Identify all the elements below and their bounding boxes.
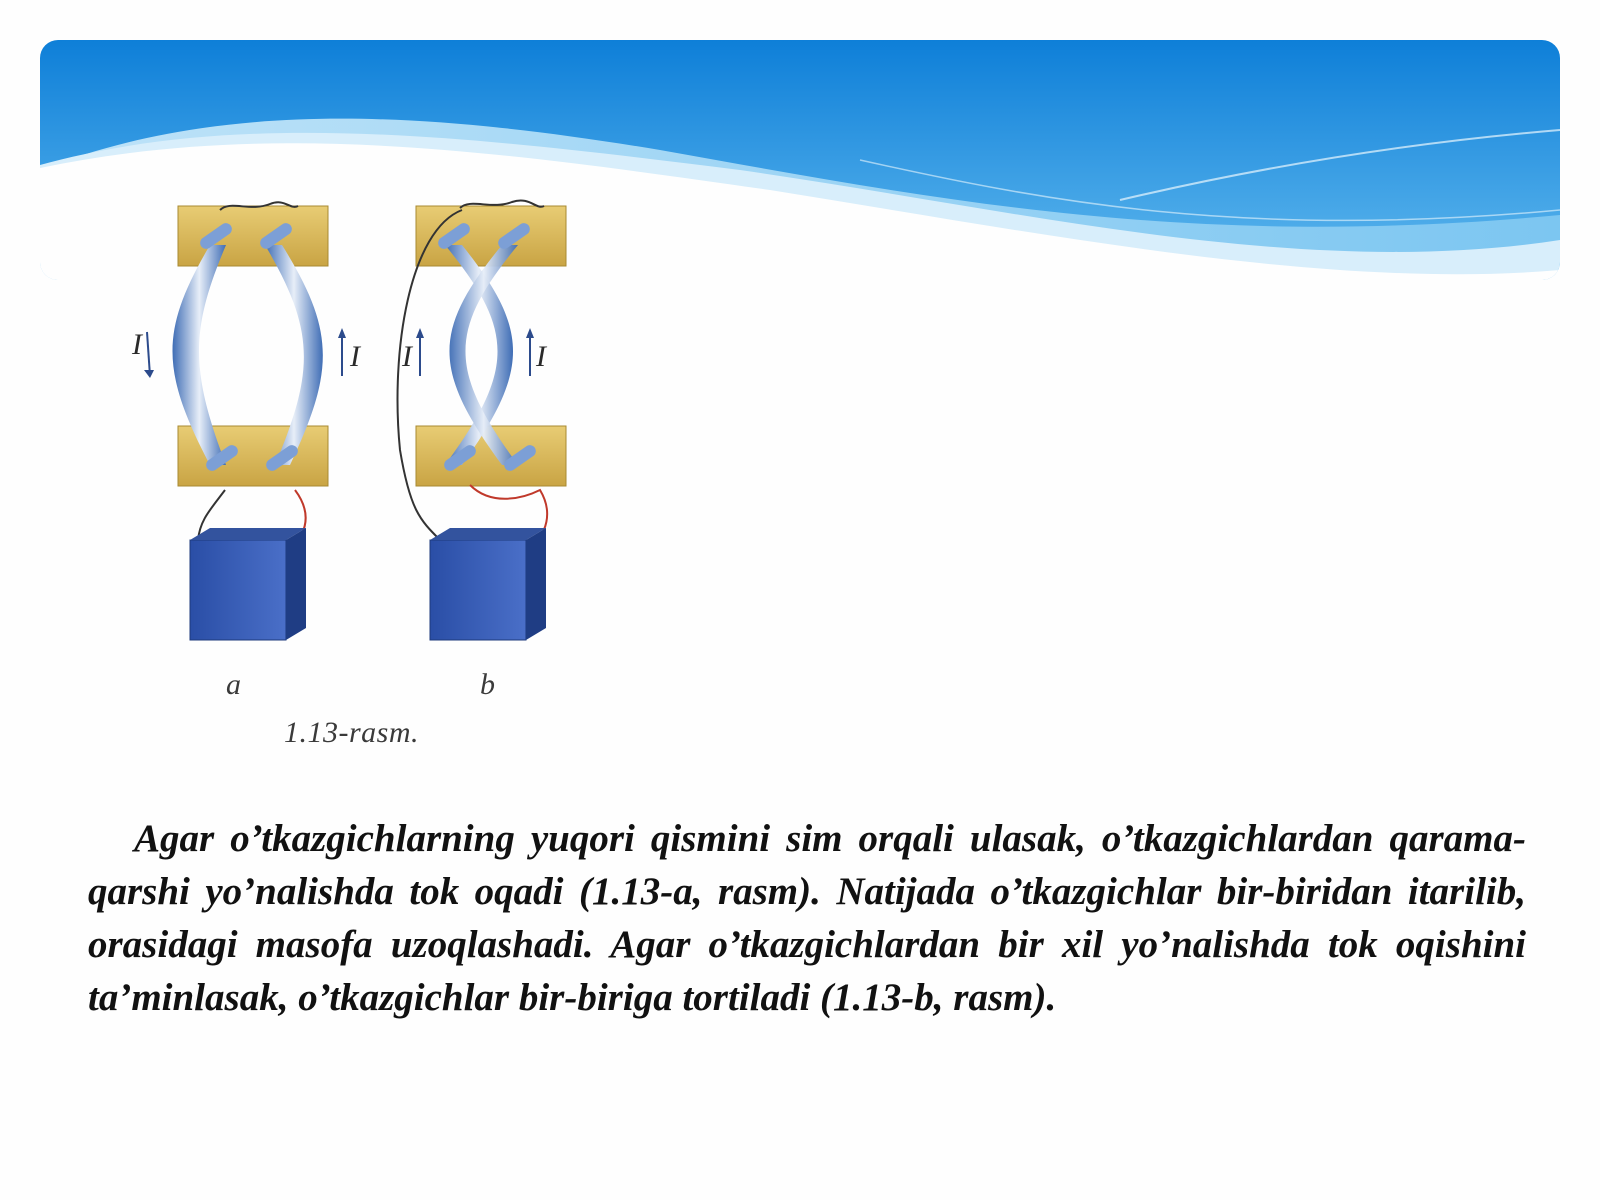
panel-b-apparatus	[398, 200, 566, 640]
current-label-a-right: I	[350, 340, 360, 373]
current-label-b-left: I	[402, 340, 412, 373]
panel-a-apparatus	[144, 202, 346, 640]
current-label-a-left: I	[132, 328, 142, 361]
figure-caption: 1.13-rasm.	[284, 716, 420, 749]
conductors-figure	[120, 190, 620, 770]
panel-a-label: a	[226, 668, 241, 701]
body-paragraph: Agar o’tkazgichlarning yuqori qismini sim orqali ulasak, o’tkazgichlardan qarama-qarshi yo’nalishda tok oqadi (1.13-a, rasm). Natijada o’tkazgichlar bir-biridan itarilib, orasidagi masofa uzoqlashadi. Agar o’tkazgichlardan bir xil yo’nalishda tok oqishini ta’minlasak, o’tkazgichlar bir-biriga tortiladi (1.13-b, rasm).	[88, 817, 1526, 1019]
panel-b-label: b	[480, 668, 495, 701]
current-label-b-right: I	[536, 340, 546, 373]
